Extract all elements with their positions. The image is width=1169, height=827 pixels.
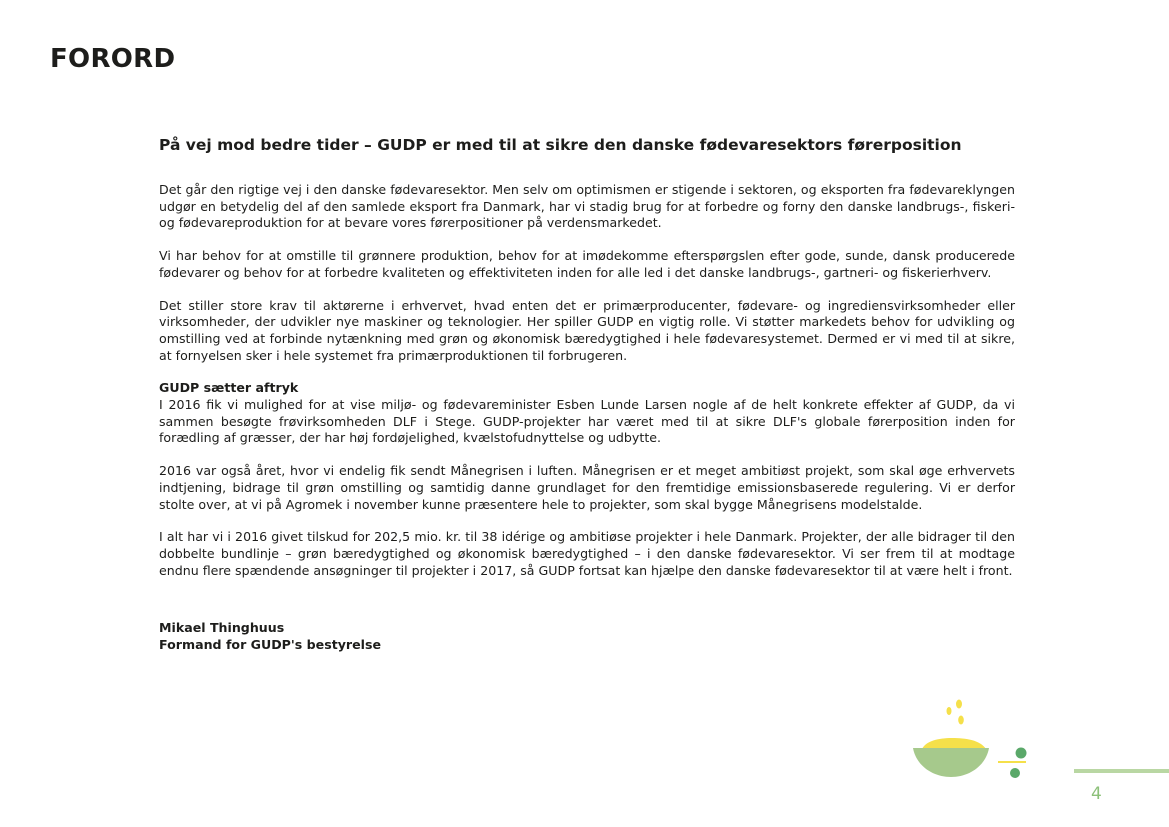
signature	[159, 619, 1015, 653]
footer-line	[1074, 769, 1169, 773]
food-drop-1	[956, 700, 962, 709]
signature-name: Mikael Thinghuus	[159, 620, 285, 636]
headline: På vej mod bedre tider – GUDP er med til at sikre den danske fødevaresektors førerposition	[159, 136, 962, 154]
paragraph-6: I alt har vi i 2016 givet tilskud for 202,5 mio. kr. til 38 idérige og ambitiøse projekter i hele Danmark. Projekter, der alle bidrager til den dobbelte bundlinje – grøn bæredygtighed og økonomisk bæredygtighed – i den danske fødevaresektor. Vi ser frem til at modtage endnu flere spændende ansøgninger til projekter i 2017, så GUDP fortsat kan hjælpe den danske fødevaresektor til at være helt i front.	[159, 529, 1015, 578]
paragraph-4-block	[159, 380, 1015, 447]
page-number: 4	[1091, 784, 1102, 804]
section-title: FORORD	[50, 44, 176, 74]
subheading: GUDP sætter aftryk	[159, 380, 299, 396]
food-pile	[922, 738, 986, 749]
paragraph-3: Det stiller store krav til aktørerne i erhvervet, hvad enten det er primærproducenter, fødevare- og ingrediensvirksomheder eller virksomheder, der udvikler nye maskiner og teknologier. Her spiller GUDP en vigtig rolle. Vi støtter markedets behov for udvikling og omstilling ved at forbinde nytænkning med grøn og økonomisk bæredygtighed i hele fødevaresystemet. Dermed er vi med til at sikre, at fornyelsen sker i hele systemet fra primærproduktionen til forbrugeren.	[159, 297, 1015, 363]
food-drop-2	[947, 707, 952, 715]
main-content	[159, 135, 1015, 653]
food-bowl-illustration	[900, 692, 1040, 792]
signature-title: Formand for GUDP's bestyrelse	[159, 637, 382, 653]
food-drop-3	[958, 716, 964, 725]
bowl	[913, 748, 989, 777]
paragraph-2: Vi har behov for at omstille til grønnere produktion, behov for at imødekomme efterspørgslen efter gode, sunde, dansk producerede fødevarer og behov for at forbedre kvaliteten og effektiviteten inden for alle led i det danske landbrugs-, gartneri- og fiskerierhverv.	[159, 248, 1015, 280]
green-dot-2	[1010, 768, 1020, 778]
paragraph-1: Det går den rigtige vej i den danske fødevaresektor. Men selv om optimismen er stigende i sektoren, og eksporten fra fødevareklyngen udgør en betydelig del af den samlede eksport fra Danmark, har vi stadig brug for at forbedre og forny den danske landbrugs-, fiskeri- og fødevareproduktion for at bevare vores førerpositioner på verdensmarkedet.	[159, 182, 1015, 231]
green-dot-1	[1016, 748, 1027, 759]
paragraph-4: I 2016 fik vi mulighed for at vise miljø- og fødevareminister Esben Lunde Larsen nogle af de helt konkrete effekter af GUDP, da vi sammen besøgte frøvirksomheden DLF i Stege. GUDP-projekter har været med til at sikre DLF's globale førerposition inden for forædling af græsser, der har høj fordøjelighed, kvælstofudnyttelse og udbytte.	[159, 397, 1015, 446]
paragraph-5: 2016 var også året, hvor vi endelig fik sendt Månegrisen i luften. Månegrisen er et meget ambitiøst projekt, som skal øge erhvervets indtjening, bidrage til grøn omstilling og samtidig danne grundlaget for den fremtidige emissionsbaserede regulering. Vi er derfor stolte over, at vi på Agromek i november kunne præsentere hele to projekter, som skal bygge Månegrisens modelstalde.	[159, 463, 1015, 512]
